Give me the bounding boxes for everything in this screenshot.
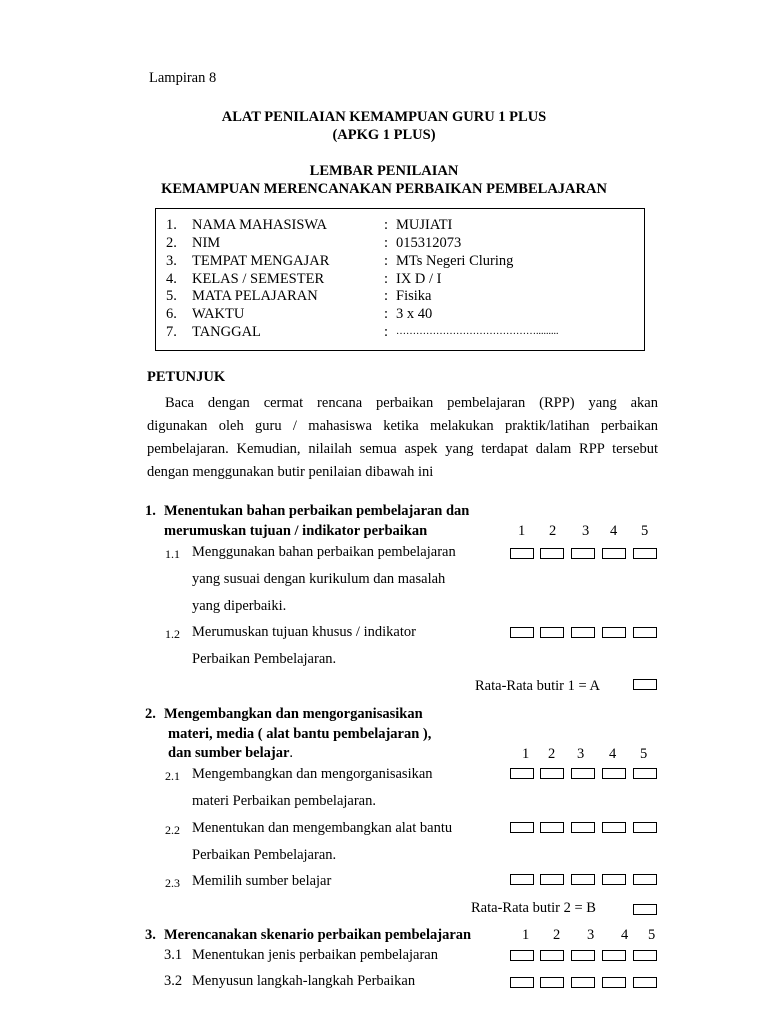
item-number: 3.2 xyxy=(164,973,183,989)
scale-label: 5 xyxy=(640,746,648,762)
score-checkbox-1[interactable] xyxy=(510,768,534,779)
section-title-text: dan sumber belajar xyxy=(168,745,290,761)
average-label: Rata-Rata butir 1 = A xyxy=(475,678,600,694)
identity-value: Fisika xyxy=(396,288,432,304)
item-text: Merumuskan tujuan khusus / indikator xyxy=(192,624,416,640)
sheet-subtitle: KEMAMPUAN MERENCANAKAN PERBAIKAN PEMBELAJARAN xyxy=(161,181,607,197)
identity-value: IX D / I xyxy=(396,271,442,287)
section-title: materi, media ( alat bantu pembelajaran ), xyxy=(168,726,432,742)
section-title xyxy=(168,745,293,762)
scale-label: 4 xyxy=(609,746,617,762)
identity-colon: : xyxy=(384,288,389,304)
score-checkbox-3[interactable] xyxy=(571,950,595,961)
scale-label: 2 xyxy=(549,523,557,539)
score-checkbox-1[interactable] xyxy=(510,950,534,961)
score-checkbox-2[interactable] xyxy=(540,768,564,779)
identity-colon: : xyxy=(384,235,389,251)
score-checkbox-5[interactable] xyxy=(633,548,657,559)
item-text: Menggunakan bahan perbaikan pembelajaran xyxy=(192,544,456,560)
score-checkbox-5[interactable] xyxy=(633,822,657,833)
score-checkbox-4[interactable] xyxy=(602,822,626,833)
score-checkbox-5[interactable] xyxy=(633,627,657,638)
identity-label: NIM xyxy=(192,235,221,251)
score-checkbox-2[interactable] xyxy=(540,548,564,559)
identity-number: 2. xyxy=(166,235,177,251)
score-checkbox-4[interactable] xyxy=(602,768,626,779)
identity-value: MTs Negeri Cluring xyxy=(396,253,514,269)
average-box[interactable] xyxy=(633,679,657,690)
section-title: Merencanakan skenario perbaikan pembelajaran xyxy=(164,927,472,943)
scale-label: 3 xyxy=(577,746,585,762)
score-checkbox-4[interactable] xyxy=(602,950,626,961)
score-checkbox-3[interactable] xyxy=(571,627,595,638)
identity-label: TEMPAT MENGAJAR xyxy=(192,253,330,269)
score-checkbox-5[interactable] xyxy=(633,950,657,961)
scale-label: 1 xyxy=(522,927,530,943)
identity-number: 4. xyxy=(166,271,177,287)
identity-box xyxy=(155,208,645,351)
score-checkbox-2[interactable] xyxy=(540,822,564,833)
identity-value: 3 x 40 xyxy=(396,306,433,322)
item-number: 1.2 xyxy=(165,627,180,641)
item-text: Menentukan dan mengembangkan alat bantu xyxy=(192,820,453,836)
lampiran-label: Lampiran 8 xyxy=(149,70,217,86)
identity-number: 1. xyxy=(166,217,177,233)
section-number: 3. xyxy=(145,927,156,943)
item-text: Menyusun langkah-langkah Perbaikan xyxy=(192,973,416,989)
score-checkbox-1[interactable] xyxy=(510,977,534,988)
section-number: 2. xyxy=(145,706,156,722)
document-subtitle: (APKG 1 PLUS) xyxy=(332,127,436,143)
identity-value: MUJIATI xyxy=(396,217,453,233)
scale-label: 4 xyxy=(621,927,629,943)
identity-label: NAMA MAHASISWA xyxy=(192,217,327,233)
item-text: Perbaikan Pembelajaran. xyxy=(192,847,337,863)
score-checkbox-3[interactable] xyxy=(571,548,595,559)
score-checkbox-5[interactable] xyxy=(633,977,657,988)
score-checkbox-4[interactable] xyxy=(602,874,626,885)
item-text: yang diperbaiki. xyxy=(192,598,287,614)
scale-label: 5 xyxy=(648,927,656,943)
petunjuk-heading: PETUNJUK xyxy=(147,369,226,385)
scale-label: 2 xyxy=(548,746,556,762)
score-checkbox-3[interactable] xyxy=(571,822,595,833)
identity-colon: : xyxy=(384,306,389,322)
petunjuk-paragraph xyxy=(147,392,658,484)
identity-label: KELAS / SEMESTER xyxy=(192,271,325,287)
identity-number: 5. xyxy=(166,288,177,304)
section-title: merumuskan tujuan / indikator perbaikan xyxy=(164,523,428,539)
score-checkbox-5[interactable] xyxy=(633,768,657,779)
identity-colon: : xyxy=(384,253,389,269)
score-checkbox-1[interactable] xyxy=(510,822,534,833)
identity-value: ……………………………………......... xyxy=(396,326,559,337)
scale-label: 2 xyxy=(553,927,561,943)
score-checkbox-4[interactable] xyxy=(602,977,626,988)
score-checkbox-3[interactable] xyxy=(571,977,595,988)
paragraph-line: pembelajaran. Kemudian, nilailah semua aspek yang terdapat dalam RPP tersebut xyxy=(147,441,658,457)
identity-number: 3. xyxy=(166,253,177,269)
scale-label: 5 xyxy=(641,523,649,539)
score-checkbox-2[interactable] xyxy=(540,977,564,988)
scale-label: 3 xyxy=(587,927,595,943)
item-number: 2.1 xyxy=(165,769,180,783)
score-checkbox-4[interactable] xyxy=(602,627,626,638)
average-box[interactable] xyxy=(633,904,657,915)
score-checkbox-1[interactable] xyxy=(510,874,534,885)
score-checkbox-3[interactable] xyxy=(571,768,595,779)
identity-number: 7. xyxy=(166,324,177,340)
score-checkbox-2[interactable] xyxy=(540,627,564,638)
section-title: Mengembangkan dan mengorganisasikan xyxy=(164,706,423,722)
scale-label: 3 xyxy=(582,523,590,539)
paragraph-line: digunakan oleh guru / mahasiswa ketika melakukan praktik/latihan perbaikan xyxy=(147,418,658,434)
score-checkbox-4[interactable] xyxy=(602,548,626,559)
identity-number: 6. xyxy=(166,306,177,322)
identity-label: WAKTU xyxy=(192,306,245,322)
identity-colon: : xyxy=(384,217,389,233)
sheet-title: LEMBAR PENILAIAN xyxy=(309,163,459,179)
item-text: Memilih sumber belajar xyxy=(192,873,332,889)
item-text: Mengembangkan dan mengorganisasikan xyxy=(192,766,433,782)
score-checkbox-1[interactable] xyxy=(510,548,534,559)
identity-value: 015312073 xyxy=(396,235,462,251)
score-checkbox-3[interactable] xyxy=(571,874,595,885)
score-checkbox-5[interactable] xyxy=(633,874,657,885)
section-title: Menentukan bahan perbaikan pembelajaran dan xyxy=(164,503,470,519)
paragraph-line: dengan menggunakan butir penilaian dibawah ini xyxy=(147,464,434,480)
scale-label: 1 xyxy=(522,746,530,762)
item-number: 3.1 xyxy=(164,947,183,963)
score-checkbox-2[interactable] xyxy=(540,874,564,885)
average-label: Rata-Rata butir 2 = B xyxy=(471,900,596,916)
item-text: yang susuai dengan kurikulum dan masalah xyxy=(192,571,446,587)
identity-colon: : xyxy=(384,324,389,340)
item-text: Menentukan jenis perbaikan pembelajaran xyxy=(192,947,438,963)
item-number: 2.2 xyxy=(165,823,180,837)
document-title: ALAT PENILAIAN KEMAMPUAN GURU 1 PLUS xyxy=(221,109,547,125)
item-text: materi Perbaikan pembelajaran. xyxy=(192,793,376,809)
scale-label: 1 xyxy=(518,523,526,539)
section-number: 1. xyxy=(145,503,156,519)
identity-colon: : xyxy=(384,271,389,287)
item-text: Perbaikan Pembelajaran. xyxy=(192,651,337,667)
identity-label: MATA PELAJARAN xyxy=(192,288,318,304)
section-title-end: . xyxy=(289,745,294,761)
item-number: 1.1 xyxy=(165,547,180,561)
paragraph-line: Baca dengan cermat rencana perbaikan pembelajaran (RPP) yang akan xyxy=(165,395,658,411)
item-number: 2.3 xyxy=(165,876,180,890)
score-checkbox-2[interactable] xyxy=(540,950,564,961)
scale-label: 4 xyxy=(610,523,618,539)
score-checkbox-1[interactable] xyxy=(510,627,534,638)
identity-label: TANGGAL xyxy=(192,324,261,340)
